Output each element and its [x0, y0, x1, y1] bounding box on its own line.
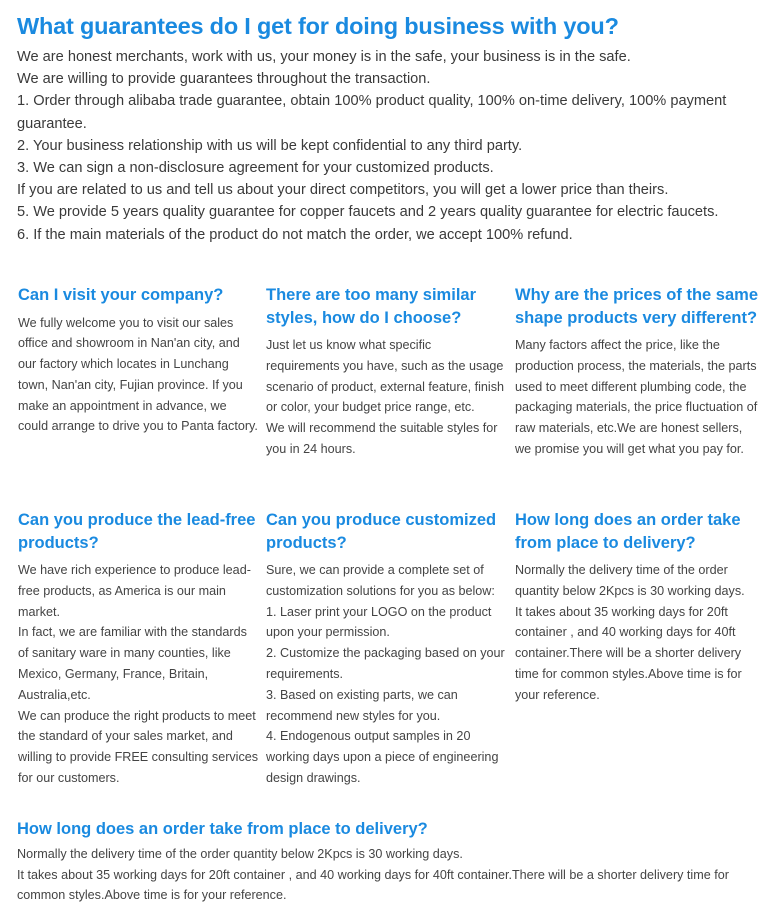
intro-line: 5. We provide 5 years quality guarantee for copper faucets and 2 years quality guarantee for electric faucets. — [17, 204, 719, 221]
faq-delivery-time-full — [17, 818, 752, 906]
faq-answer-paragraph: Just let us know what specific requirements you have, such as the usage scenario of product, external feature, finish or color, your budget price range, etc. — [266, 338, 505, 415]
faq-answer-paragraph: In fact, we are familiar with the standards of sanitary ware in many counties, like Mexico, Germany, France, Britain, Australia,etc. — [18, 625, 247, 702]
intro-text — [17, 46, 752, 246]
faq-answer — [17, 844, 752, 906]
faq-question: Can I visit your company? — [18, 286, 224, 304]
intro-line: We are honest merchants, work with us, your money is in the safe, your business is in the safe. — [17, 49, 631, 65]
faq-answer — [18, 313, 260, 438]
faq-answer — [266, 335, 508, 460]
intro-line: 3. We can sign a non-disclosure agreement for your customized products. — [17, 160, 494, 177]
faq-question: Can you produce customized products? — [266, 511, 497, 552]
intro-line: 1. Order through alibaba trade guarantee, obtain 100% product quality, 100% on-time delivery, 100% payment guarantee. — [17, 93, 727, 132]
faq-question: Why are the prices of the same shape products very different? — [515, 286, 758, 327]
faq-lead-free — [18, 509, 260, 789]
faq-question: How long does an order take from place to delivery? — [515, 511, 741, 552]
faq-price-difference — [515, 284, 759, 460]
faq-answer-paragraph: We can produce the right products to meet the standard of your sales market, and willing to provide FREE consulting services for our customers. — [18, 708, 259, 785]
faq-answer-paragraph: We will recommend the suitable styles for you in 24 hours. — [266, 421, 498, 456]
intro-line: If you are related to us and tell us about your direct competitors, you will get a lower price than theirs. — [17, 182, 669, 199]
faq-delivery-time — [515, 509, 759, 706]
intro-line: 6. If the main materials of the product do not match the order, we accept 100% refund. — [17, 226, 573, 243]
faq-customized-products — [266, 509, 508, 789]
faq-answer-paragraph: We fully welcome you to visit our sales office and showroom in Nan'an city, and our factory which locates in Lunchang town, Nan'an city, Fujian province. If you make an appointment in advance, we could arrange to drive you to Panta factory. — [18, 315, 258, 434]
intro-line: 2. Your business relationship with us will be kept confidential to any third party. — [17, 137, 523, 154]
faq-answer-paragraph: 3. Based on existing parts, we can recommend new styles for you. — [266, 687, 458, 723]
faq-question: How long does an order take from place to delivery? — [17, 820, 428, 838]
faq-answer — [515, 560, 759, 706]
faq-question: There are too many similar styles, how do I choose? — [266, 286, 476, 327]
faq-answer-paragraph: Many factors affect the price, like the production process, the materials, the parts used to meet different plumbing code, the packaging materials, the price fluctuation of raw materials, etc.We are honest sellers, we promise you will get what you pay for. — [515, 338, 758, 456]
faq-answer — [18, 560, 260, 789]
faq-answer-paragraph: It takes about 35 working days for 20ft container , and 40 working days for 40ft container.There will be a shorter delivery time for common styles.Above time is for your reference. — [17, 867, 729, 902]
faq-answer — [266, 560, 508, 789]
faq-answer-paragraph: 2. Customize the packaging based on your requirements. — [266, 646, 505, 681]
intro-line: We are willing to provide guarantees throughout the transaction. — [17, 71, 431, 88]
faq-question: Can you produce the lead-free products? — [18, 511, 256, 552]
faq-answer-paragraph: Normally the delivery time of the order quantity below 2Kpcs is 30 working days. — [515, 563, 745, 598]
faq-visit-company — [18, 284, 260, 437]
faq-choose-style — [266, 284, 508, 460]
faq-answer-paragraph: 4. Endogenous output samples in 20 working days upon a piece of engineering design drawings. — [266, 729, 499, 785]
faq-answer-paragraph: Sure, we can provide a complete set of customization solutions for you as below: — [266, 563, 495, 598]
faq-answer-paragraph: It takes about 35 working days for 20ft container , and 40 working days for 40ft container.There will be a shorter delivery time for common styles.Above time is for your reference. — [515, 604, 742, 702]
faq-answer-paragraph: 1. Laser print your LOGO on the product upon your permission. — [266, 604, 492, 640]
faq-answer-paragraph: Normally the delivery time of the order quantity below 2Kpcs is 30 working days. — [17, 847, 463, 861]
faq-answer — [515, 335, 759, 460]
page-title: What guarantees do I get for doing business with you? — [17, 13, 619, 39]
faq-answer-paragraph: We have rich experience to produce lead-free products, as America is our main market. — [18, 563, 251, 619]
